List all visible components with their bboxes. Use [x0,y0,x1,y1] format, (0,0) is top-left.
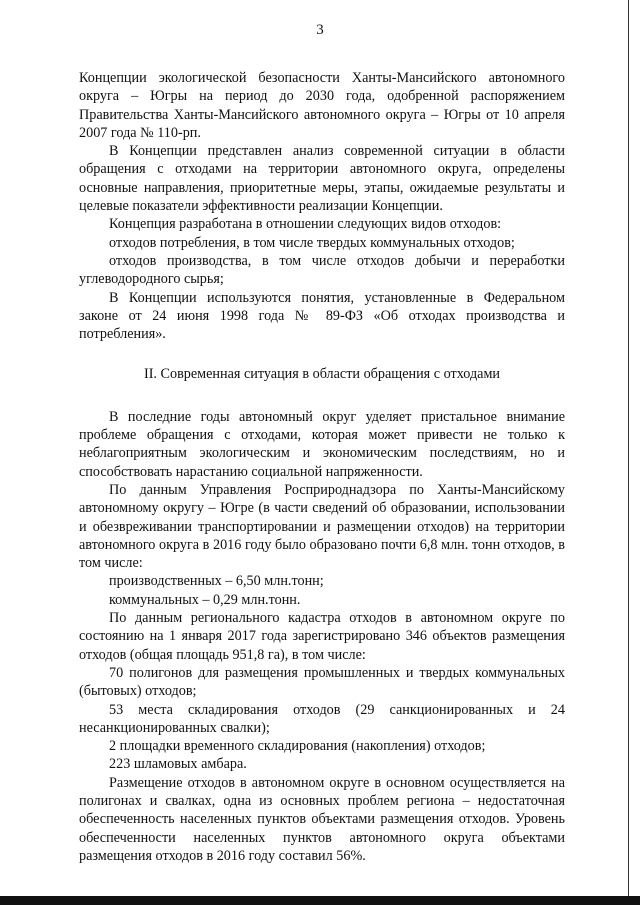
list-item: 53 места складирования отходов (29 санкционированных и 24 несанкционированных свалки); [79,701,565,736]
list-item: производственных – 6,50 млн.тонн; [109,573,324,590]
paragraph: По данным Управления Росприроднадзора по Ханты-Мансийскому автономному округу – Югре (в части сведений об образовании, использовании и обезвреживании транспортировании и размещении отходов) на территории автономного округа в 2016 году было образовано почти 6,8 млн. тонн отходов, в том числе: [79,481,565,572]
list-item: коммунальных – 0,29 млн.тонн. [109,591,301,608]
paragraph: Концепции экологической безопасности Ханты-Мансийского автономного округа – Югры на период до 2030 года, одобренной распоряжением Правительства Ханты-Мансийского автономного округа – Югры от 10 апреля 2007 года № 110-рп. [79,70,565,141]
paragraph: В Концепции используются понятия, установленные в Федеральном законе от 24 июня 1998 года № 89-ФЗ «Об отходах производства и потребления». [79,289,565,343]
list-item: отходов производства, в том числе отходов добычи и переработки углеводородного сырья; [79,252,565,288]
list-item: 223 шламовых амбара. [109,756,247,773]
list-item: 70 полигонов для размещения промышленных и твердых коммунальных (бытовых) отходов; [79,664,565,700]
paragraph: Концепция разработана в отношении следующих видов отходов: [109,216,502,233]
list-item: отходов потребления, в том числе твердых коммунальных отходов; [109,234,515,251]
paragraph: В Концепции представлен анализ современной ситуации в области обращения с отходами на территории автономного округа, определены основные направления, приоритетные меры, этапы, ожидаемые результаты и целевые показатели эффективности реализации Концепции. [79,143,565,215]
list-item: 2 площадки временного складирования (накопления) отходов; [109,738,486,755]
paragraph: По данным регионального кадастра отходов в автономном округе по состоянию на 1 января 2017 года зарегистрировано 346 объектов размещения отходов (общая площадь 951,8 га), в том числе: [79,610,565,663]
paragraph: Размещение отходов в автономном округе в основном осуществляется на полигонах и свалках, одна из основных проблем региона – недостаточная обеспеченность населенных пунктов объектами размещения отходов. Уровень обеспеченности населенных пунктов автономного округа объектами размещения отходов в 2016 году составил 56%. [79,774,565,864]
scan-edge-right [628,0,629,905]
paragraph: В последние годы автономный округ уделяет пристальное внимание проблеме обращения с отходами, которая может привести не только к неблагоприятным экологическим и экономическим последствиям, но и способствовать нарастанию социальной напряженности. [79,408,565,480]
scan-edge-bottom [0,896,640,905]
section-heading: II. Современная ситуация в области обращения с отходами [143,366,501,383]
page-number: 3 [316,22,324,38]
document-body [79,69,565,865]
